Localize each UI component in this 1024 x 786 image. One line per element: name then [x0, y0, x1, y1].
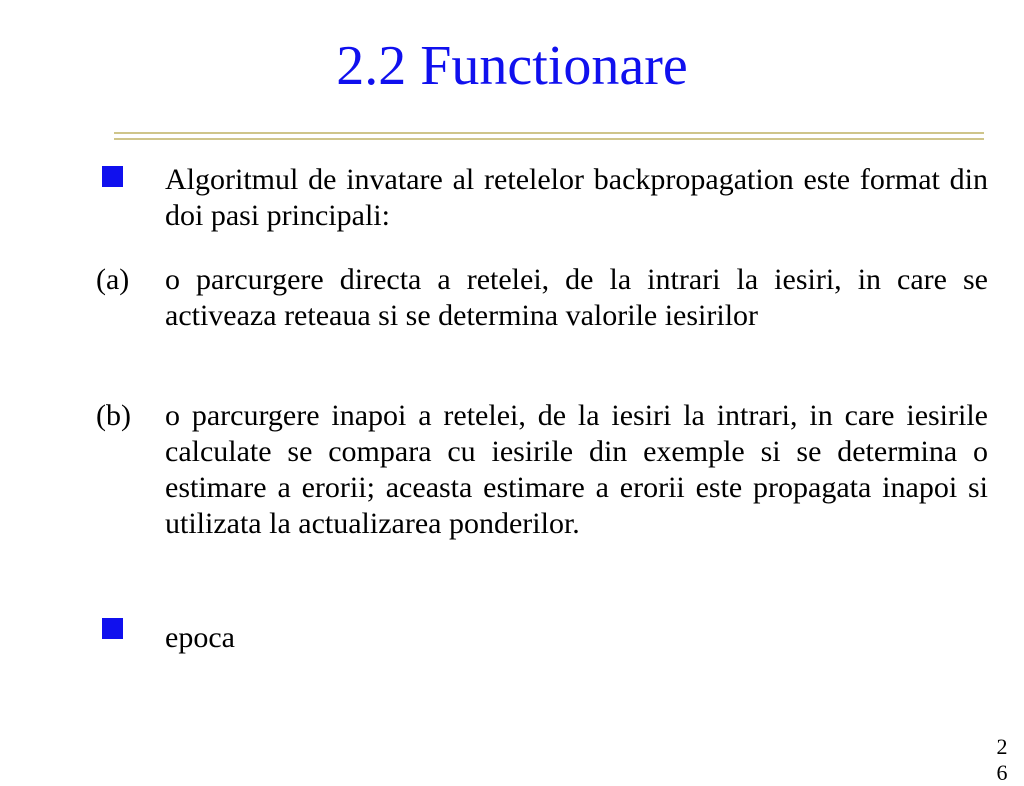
- title-divider-top: [114, 132, 984, 134]
- list-item-text: Algoritmul de invatare al retelelor backpropagation este format din doi pasi principali:: [165, 163, 988, 232]
- slide-title: 2.2 Functionare: [336, 35, 688, 97]
- title-divider-bottom: [114, 138, 984, 140]
- list-item-text: o parcurgere directa a retelei, de la intrari la iesiri, in care se activeaza reteaua si se determina valorile iesirilor: [165, 263, 988, 332]
- list-item-label: (a): [96, 263, 130, 296]
- square-bullet-icon: [102, 166, 123, 187]
- list-item-label: (b): [96, 399, 131, 432]
- page-number: 26: [996, 734, 1008, 785]
- square-bullet-icon: [102, 618, 123, 639]
- list-item-text: epoca: [165, 621, 235, 654]
- list-item-text: o parcurgere inapoi a retelei, de la iesiri la intrari, in care iesirile calculate se compara cu iesirile din exemple si se determina o estimare a erorii; aceasta estimare a erorii este propagata inapoi si utilizata la actualizarea ponderilor.: [165, 399, 988, 540]
